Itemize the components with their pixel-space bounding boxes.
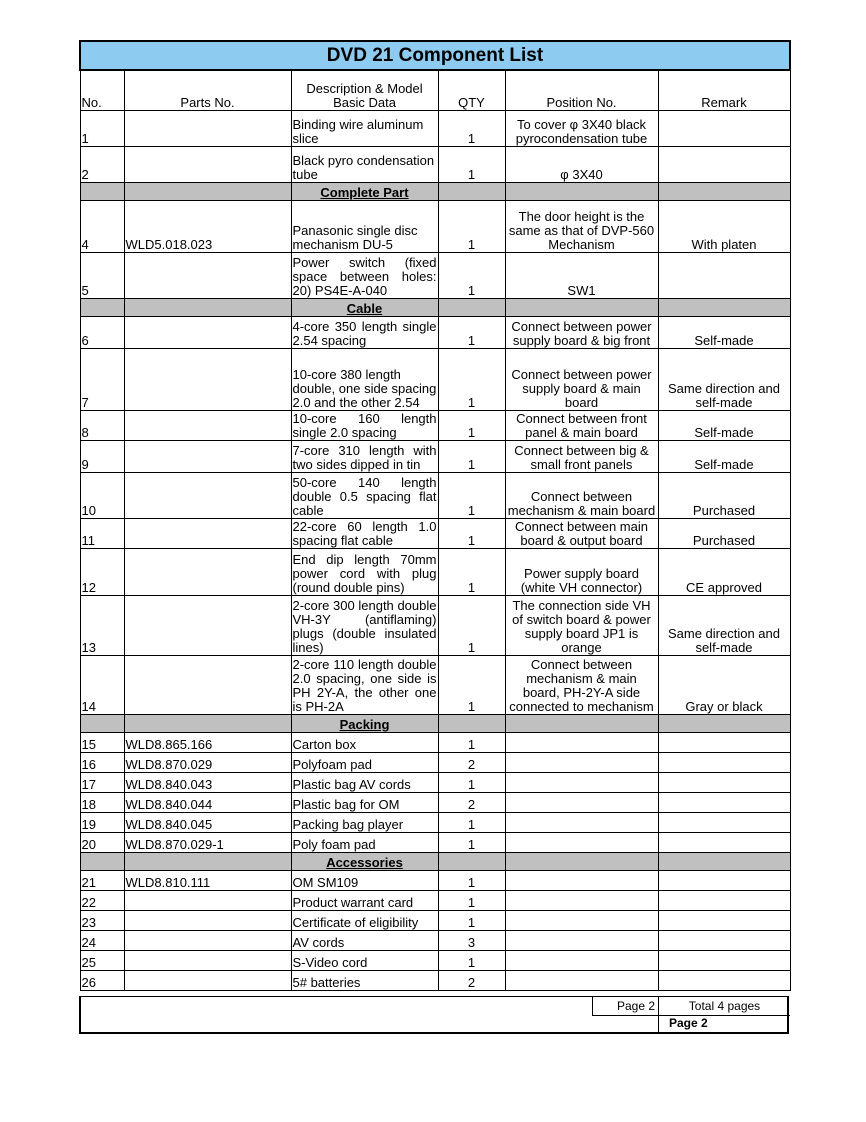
cell-qty: 1: [438, 548, 505, 595]
section-title: Cable: [291, 298, 438, 316]
cell-qty: 1: [438, 812, 505, 832]
cell-no: 22: [80, 890, 124, 910]
cell-description: 5# batteries: [291, 970, 438, 990]
cell-remark: [658, 752, 790, 772]
cell-remark: [658, 812, 790, 832]
header-description: [291, 70, 438, 110]
cell-no: 18: [80, 792, 124, 812]
cell-parts-no: WLD8.840.044: [124, 792, 291, 812]
cell-qty: 1: [438, 146, 505, 182]
cell-position: [505, 870, 658, 890]
cell-position: [505, 752, 658, 772]
table-row: [80, 890, 790, 910]
section-cell-no: [80, 298, 124, 316]
cell-qty: 1: [438, 732, 505, 752]
cell-no: 19: [80, 812, 124, 832]
cell-description: Power switch (fixed space between holes: 20) PS4E-A-040: [291, 252, 438, 298]
cell-position: Connect between mechanism & main board: [505, 472, 658, 518]
cell-position: The door height is the same as that of DVP-560 Mechanism: [505, 200, 658, 252]
cell-remark: CE approved: [658, 548, 790, 595]
cell-position: [505, 930, 658, 950]
cell-qty: 1: [438, 832, 505, 852]
cell-remark: [658, 252, 790, 298]
cell-no: 7: [80, 348, 124, 410]
cell-remark: [658, 950, 790, 970]
cell-parts-no: [124, 252, 291, 298]
cell-qty: 1: [438, 316, 505, 348]
cell-qty: 1: [438, 950, 505, 970]
table-row: [80, 970, 790, 990]
cell-qty: 2: [438, 970, 505, 990]
cell-description: Product warrant card: [291, 890, 438, 910]
cell-parts-no: [124, 548, 291, 595]
cell-parts-no: [124, 518, 291, 548]
cell-parts-no: WLD8.870.029: [124, 752, 291, 772]
cell-position: [505, 772, 658, 792]
section-row: [80, 298, 790, 316]
section-cell-parts: [124, 852, 291, 870]
cell-description: Black pyro condensation tube: [291, 146, 438, 182]
section-title: Packing: [291, 714, 438, 732]
section-cell-remark: [658, 852, 790, 870]
section-cell-pos: [505, 852, 658, 870]
cell-position: [505, 890, 658, 910]
table-row: [80, 595, 790, 655]
cell-remark: Same direction and self-made: [658, 348, 790, 410]
cell-qty: 2: [438, 792, 505, 812]
cell-qty: 1: [438, 655, 505, 714]
section-cell-remark: [658, 298, 790, 316]
cell-position: Connect between main board & output board: [505, 518, 658, 548]
cell-remark: Self-made: [658, 316, 790, 348]
title-row: [80, 41, 790, 70]
cell-parts-no: [124, 348, 291, 410]
section-row: [80, 714, 790, 732]
cell-position: Connect between mechanism & main board, PH-2Y-A side connected to mechanism: [505, 655, 658, 714]
cell-remark: Purchased: [658, 472, 790, 518]
cell-description: Poly foam pad: [291, 832, 438, 852]
cell-no: 14: [80, 655, 124, 714]
cell-position: [505, 812, 658, 832]
cell-no: 11: [80, 518, 124, 548]
footer-page-bold: Page 2: [658, 1015, 789, 1032]
section-cell-no: [80, 852, 124, 870]
section-cell-qty: [438, 298, 505, 316]
cell-remark: [658, 772, 790, 792]
cell-remark: Self-made: [658, 410, 790, 440]
cell-position: [505, 950, 658, 970]
cell-description: 10-core 380 length double, one side spacing 2.0 and the other 2.54: [291, 348, 438, 410]
cell-parts-no: WLD5.018.023: [124, 200, 291, 252]
table-row: [80, 252, 790, 298]
cell-parts-no: [124, 930, 291, 950]
section-cell-pos: [505, 298, 658, 316]
cell-remark: [658, 870, 790, 890]
table-row: [80, 518, 790, 548]
section-cell-pos: [505, 714, 658, 732]
cell-position: [505, 732, 658, 752]
table-row: [80, 440, 790, 472]
cell-qty: 1: [438, 772, 505, 792]
cell-no: 15: [80, 732, 124, 752]
cell-position: The connection side VH of switch board & power supply board JP1 is orange: [505, 595, 658, 655]
table-row: [80, 792, 790, 812]
table-row: [80, 930, 790, 950]
cell-description: 7-core 310 length with two sides dipped in tin: [291, 440, 438, 472]
cell-no: 20: [80, 832, 124, 852]
cell-no: 9: [80, 440, 124, 472]
section-cell-no: [80, 182, 124, 200]
cell-parts-no: WLD8.810.111: [124, 870, 291, 890]
cell-description: 2-core 110 length double 2.0 spacing, one side is PH 2Y-A, the other one is PH-2A: [292, 656, 437, 714]
cell-remark: [658, 930, 790, 950]
cell-no: 12: [80, 548, 124, 595]
cell-description: Carton box: [291, 732, 438, 752]
header-description-line1: Description & Model: [306, 80, 423, 96]
cell-description: Panasonic single disc mechanism DU-5: [291, 200, 438, 252]
footer-page: Page 2: [592, 997, 679, 1016]
section-cell-qty: [438, 852, 505, 870]
cell-remark: [658, 890, 790, 910]
cell-no: 24: [80, 930, 124, 950]
cell-qty: 1: [438, 110, 505, 146]
cell-parts-no: [124, 316, 291, 348]
cell-qty: 2: [438, 752, 505, 772]
cell-no: 25: [80, 950, 124, 970]
cell-position: [505, 970, 658, 990]
table-title: DVD 21 Component List: [80, 41, 790, 70]
section-row: [80, 852, 790, 870]
cell-parts-no: [124, 595, 291, 655]
cell-parts-no: WLD8.840.045: [124, 812, 291, 832]
header-no: No.: [80, 70, 124, 110]
table-row: [80, 316, 790, 348]
cell-remark: Purchased: [658, 518, 790, 548]
cell-no: 13: [80, 595, 124, 655]
cell-description: Packing bag player: [291, 812, 438, 832]
cell-description: Plastic bag AV cords: [291, 772, 438, 792]
cell-position: SW1: [505, 252, 658, 298]
cell-parts-no: [124, 655, 291, 714]
cell-remark: [658, 110, 790, 146]
component-list-table: [79, 40, 791, 991]
cell-position: [505, 832, 658, 852]
cell-description: Binding wire aluminum slice: [291, 110, 438, 146]
cell-parts-no: [124, 110, 291, 146]
cell-description: 10-core 160 length single 2.0 spacing: [292, 410, 437, 440]
cell-position: To cover φ 3X40 black pyrocondensation tube: [505, 110, 658, 146]
cell-position: [505, 792, 658, 812]
cell-qty: 1: [438, 595, 505, 655]
cell-qty: 1: [438, 348, 505, 410]
cell-parts-no: [124, 950, 291, 970]
cell-qty: 1: [438, 910, 505, 930]
cell-description: Polyfoam pad: [291, 752, 438, 772]
cell-qty: 1: [438, 518, 505, 548]
cell-no: 8: [80, 410, 124, 440]
cell-description: S-Video cord: [291, 950, 438, 970]
cell-remark: [658, 910, 790, 930]
table-row: [80, 200, 790, 252]
cell-remark: [658, 832, 790, 852]
cell-description: Certificate of eligibility: [291, 910, 438, 930]
cell-position: φ 3X40: [505, 146, 658, 182]
cell-parts-no: [124, 410, 291, 440]
cell-remark: With platen: [658, 200, 790, 252]
cell-parts-no: WLD8.865.166: [124, 732, 291, 752]
section-cell-qty: [438, 714, 505, 732]
section-title: Accessories: [291, 852, 438, 870]
table-row: [80, 950, 790, 970]
header-qty: QTY: [438, 70, 505, 110]
cell-remark: [658, 970, 790, 990]
section-cell-remark: [658, 182, 790, 200]
cell-no: 21: [80, 870, 124, 890]
cell-position: Connect between power supply board & main board: [505, 348, 658, 410]
cell-remark: [658, 146, 790, 182]
page-footer: [79, 996, 789, 1034]
cell-parts-no: [124, 910, 291, 930]
cell-qty: 3: [438, 930, 505, 950]
header-remark: Remark: [658, 70, 790, 110]
cell-qty: 1: [438, 870, 505, 890]
cell-parts-no: [124, 970, 291, 990]
cell-qty: 1: [438, 252, 505, 298]
cell-no: 1: [80, 110, 124, 146]
table-row: [80, 146, 790, 182]
cell-qty: 1: [438, 472, 505, 518]
header-position: Position No.: [505, 70, 658, 110]
section-title: Complete Part: [291, 182, 438, 200]
table-row: [80, 870, 790, 890]
section-cell-qty: [438, 182, 505, 200]
table-row: [80, 812, 790, 832]
table-row: [80, 832, 790, 852]
cell-description: End dip length 70mm power cord with plug (round double pins): [291, 548, 438, 595]
cell-parts-no: [124, 146, 291, 182]
section-cell-parts: [124, 714, 291, 732]
cell-no: 26: [80, 970, 124, 990]
cell-parts-no: [124, 440, 291, 472]
cell-no: 4: [80, 200, 124, 252]
cell-qty: 1: [438, 410, 505, 440]
cell-description: OM SM109: [291, 870, 438, 890]
cell-no: 2: [80, 146, 124, 182]
cell-no: 16: [80, 752, 124, 772]
table-row: [80, 752, 790, 772]
section-cell-no: [80, 714, 124, 732]
cell-description: 50-core 140 length double 0.5 spacing flat cable: [291, 472, 438, 518]
table-row: [80, 110, 790, 146]
header-row: [80, 70, 790, 110]
cell-remark: Gray or black: [658, 655, 790, 714]
cell-position: Power supply board (white VH connector): [505, 548, 658, 595]
cell-description: 2-core 300 length double VH-3Y (antiflaming) plugs (double insulated lines): [291, 595, 438, 655]
cell-remark: Same direction and self-made: [658, 595, 790, 655]
table-row: [80, 410, 790, 440]
table-row: [80, 548, 790, 595]
cell-position: Connect between front panel & main board: [505, 410, 658, 440]
cell-remark: [658, 732, 790, 752]
cell-position: [505, 910, 658, 930]
footer-total-pages: Total 4 pages: [658, 997, 790, 1016]
table-row: [80, 655, 790, 714]
cell-parts-no: [124, 472, 291, 518]
cell-no: 23: [80, 910, 124, 930]
cell-no: 6: [80, 316, 124, 348]
section-cell-pos: [505, 182, 658, 200]
cell-qty: 1: [438, 890, 505, 910]
table-row: [80, 472, 790, 518]
table-row: [80, 348, 790, 410]
cell-no: 5: [80, 252, 124, 298]
section-cell-parts: [124, 298, 291, 316]
table-row: [80, 772, 790, 792]
section-cell-remark: [658, 714, 790, 732]
cell-parts-no: WLD8.870.029-1: [124, 832, 291, 852]
cell-no: 10: [80, 472, 124, 518]
section-row: [80, 182, 790, 200]
header-description-line2: Basic Data: [333, 94, 396, 110]
cell-description: 4-core 350 length single 2.54 spacing: [291, 316, 438, 348]
cell-remark: Self-made: [658, 440, 790, 472]
cell-description: 22-core 60 length 1.0 spacing flat cable: [292, 518, 437, 548]
cell-parts-no: WLD8.840.043: [124, 772, 291, 792]
cell-position: Connect between power supply board & big front: [505, 316, 658, 348]
section-cell-parts: [124, 182, 291, 200]
cell-qty: 1: [438, 200, 505, 252]
cell-position: Connect between big & small front panels: [505, 440, 658, 472]
cell-no: 17: [80, 772, 124, 792]
cell-parts-no: [124, 890, 291, 910]
cell-description: AV cords: [291, 930, 438, 950]
table-row: [80, 732, 790, 752]
cell-qty: 1: [438, 440, 505, 472]
table-row: [80, 910, 790, 930]
cell-remark: [658, 792, 790, 812]
header-parts-no: Parts No.: [124, 70, 291, 110]
cell-description: Plastic bag for OM: [291, 792, 438, 812]
